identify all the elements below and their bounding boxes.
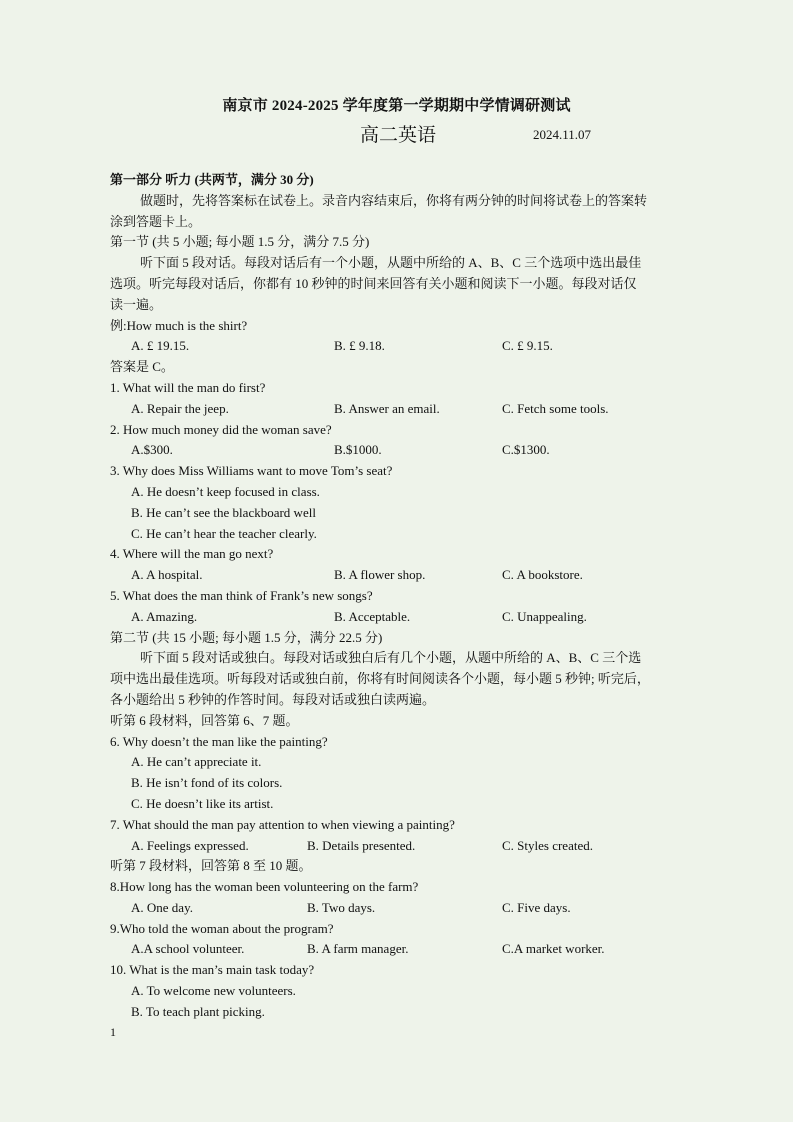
question-4: 4. Where will the man go next? xyxy=(110,546,274,562)
option-c: C. He doesn’t like its artist. xyxy=(131,795,274,811)
part1-instruction-line: 做题时，先将答案标在试卷上。录音内容结束后，你将有两分钟的时间将试卷上的答案转 xyxy=(140,192,648,208)
question-4-options xyxy=(110,565,690,586)
option-a: A. Amazing. xyxy=(131,608,198,624)
section1-instruction-line: 读一遍。 xyxy=(110,296,163,312)
material-6-intro: 听第 6 段材料，回答第 6、7 题。 xyxy=(110,712,299,728)
option-b: B. Details presented. xyxy=(307,837,416,853)
question-8: 8.How long has the woman been volunteering on the farm? xyxy=(110,879,419,895)
exam-date: 2024.11.07 xyxy=(533,127,592,142)
question-7: 7. What should the man pay attention to when viewing a painting? xyxy=(110,816,455,832)
example-question: 例:How much is the shirt? xyxy=(110,317,248,333)
question-2-options xyxy=(110,440,690,461)
option-b: B. £ 9.18. xyxy=(334,338,385,354)
option-c: C. Styles created. xyxy=(502,837,593,853)
option-a: A. £ 19.15. xyxy=(131,338,190,354)
option-b: B. A flower shop. xyxy=(334,567,426,583)
option-a: A. Repair the jeep. xyxy=(131,400,229,416)
section2-instruction-line: 听下面 5 段对话或独白。每段对话或独白后有几个小题，从题中所给的 A、B、C 三个选 xyxy=(140,650,642,666)
option-a: A. He doesn’t keep focused in class. xyxy=(131,483,320,499)
option-c: C.A market worker. xyxy=(502,941,605,957)
option-b: B. Acceptable. xyxy=(334,608,411,624)
section1-instruction-line: 选项。听完每段对话后，你都有 10 秒钟的时间来回答有关小题和阅读下一小题。每段对话仅 xyxy=(110,275,637,291)
section2-heading: 第二节 (共 15 小题; 每小题 1.5 分，满分 22.5 分) xyxy=(110,629,383,645)
option-a: A. Feelings expressed. xyxy=(131,837,249,853)
option-c: C. Five days. xyxy=(502,899,571,915)
option-b: B. Answer an email. xyxy=(334,400,440,416)
question-1-options xyxy=(110,399,690,420)
part1-instruction-line: 涂到答题卡上。 xyxy=(110,213,202,229)
option-a: A.$300. xyxy=(131,442,173,458)
example-answer: 答案是 C。 xyxy=(110,359,174,375)
part1-heading: 第一部分 听力 (共两节，满分 30 分) xyxy=(110,172,314,187)
option-b: B. To teach plant picking. xyxy=(131,1003,265,1019)
option-c: C. Fetch some tools. xyxy=(502,400,609,416)
option-b: B. A farm manager. xyxy=(307,941,409,957)
option-b: B.$1000. xyxy=(334,442,382,458)
example-options xyxy=(110,336,690,357)
exam-content xyxy=(110,170,690,1023)
section1-instruction-line: 听下面 5 段对话。每段对话后有一个小题，从题中所给的 A、B、C 三个选项中选出最佳 xyxy=(140,255,642,271)
option-c: C. He can’t hear the teacher clearly. xyxy=(131,525,317,541)
exam-subject: 高二英语 xyxy=(360,125,437,146)
option-a: A. A hospital. xyxy=(131,567,203,583)
question-8-options xyxy=(110,898,690,919)
option-c: C. Unappealing. xyxy=(502,608,587,624)
question-5-options xyxy=(110,607,690,628)
option-c: C. A bookstore. xyxy=(502,567,583,583)
section1-heading: 第一节 (共 5 小题; 每小题 1.5 分，满分 7.5 分) xyxy=(110,234,370,250)
page-number: 1 xyxy=(110,1025,116,1039)
option-a: A.A school volunteer. xyxy=(131,941,245,957)
section2-instruction-line: 各小题给出 5 秒钟的作答时间。每段对话或独白读两遍。 xyxy=(110,691,436,707)
question-5: 5. What does the man think of Frank’s new songs? xyxy=(110,587,373,603)
question-3: 3. Why does Miss Williams want to move Tom’s seat? xyxy=(110,463,393,479)
question-1: 1. What will the man do first? xyxy=(110,379,266,395)
option-c: C.$1300. xyxy=(502,442,550,458)
material-7-intro: 听第 7 段材料，回答第 8 至 10 题。 xyxy=(110,858,312,874)
option-a: A. To welcome new volunteers. xyxy=(131,983,296,999)
option-c: C. £ 9.15. xyxy=(502,338,553,354)
question-2: 2. How much money did the woman save? xyxy=(110,421,332,437)
section2-instruction-line: 项中选出最佳选项。听每段对话或独白前，你将有时间阅读各个小题，每小题 5 秒钟; 听完后， xyxy=(110,671,650,687)
question-6: 6. Why doesn’t the man like the painting? xyxy=(110,733,328,749)
question-10: 10. What is the man’s main task today? xyxy=(110,962,315,978)
question-7-options xyxy=(110,836,690,857)
question-9: 9.Who told the woman about the program? xyxy=(110,920,334,936)
option-b: B. Two days. xyxy=(307,899,376,915)
option-a: A. He can’t appreciate it. xyxy=(131,754,262,770)
option-b: B. He isn’t fond of its colors. xyxy=(131,775,283,791)
question-9-options xyxy=(110,939,690,960)
option-b: B. He can’t see the blackboard well xyxy=(131,504,316,520)
exam-title: 南京市 2024-2025 学年度第一学期期中学情调研测试 xyxy=(222,98,571,114)
option-a: A. One day. xyxy=(131,899,193,915)
